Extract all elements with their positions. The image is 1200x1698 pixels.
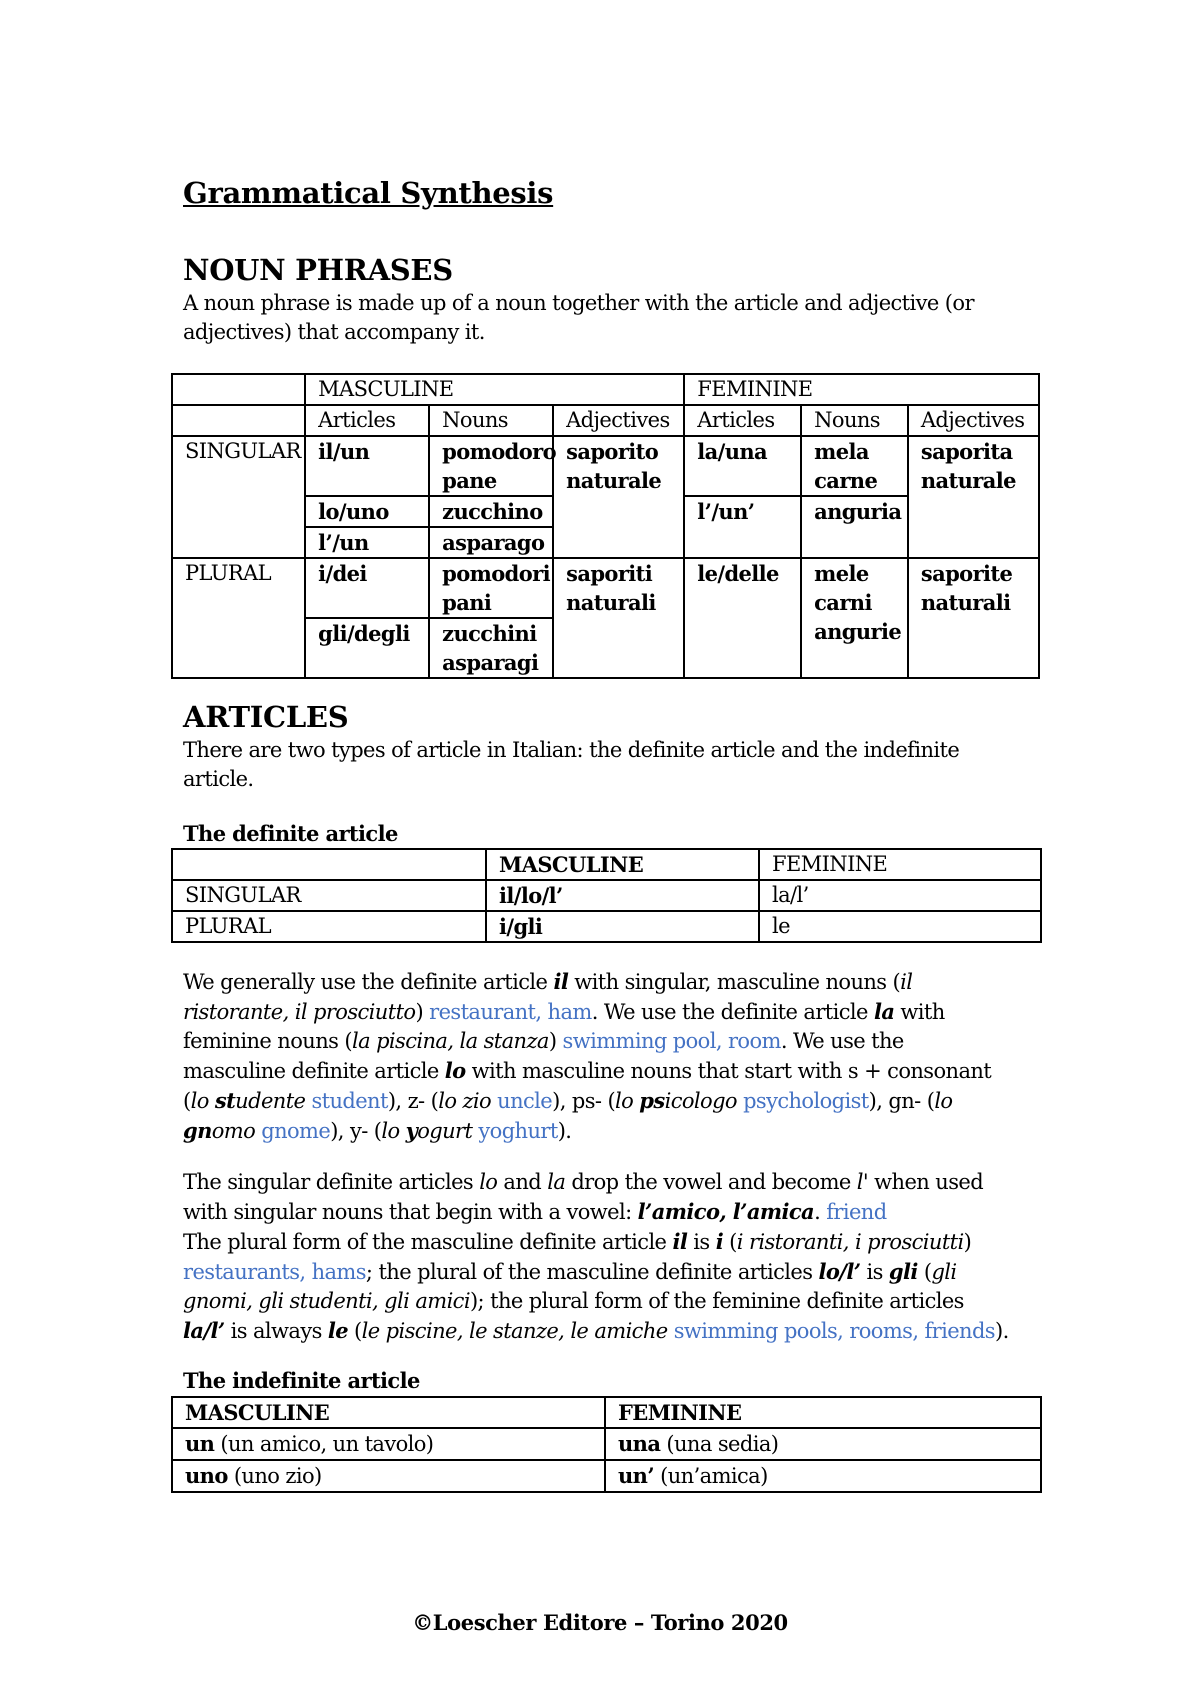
definite-article-subheading: The definite article	[183, 821, 398, 846]
feminine-header: FEMININE	[759, 849, 1041, 880]
masculine-header: MASCULINE	[172, 1397, 605, 1428]
noun-phrases-table	[171, 373, 1040, 679]
definite-pl-f: le	[759, 911, 1041, 942]
plural-label: PLURAL	[172, 911, 486, 942]
footer-copyright: ©Loescher Editore – Torino 2020	[412, 1610, 788, 1635]
adjectives-header: Adjectives	[553, 405, 684, 436]
adjectives-cell: saporiti naturali	[553, 558, 684, 678]
noun-phrases-heading: NOUN PHRASES	[183, 253, 453, 287]
nouns-cell: pomodori pani	[429, 558, 553, 618]
indefinite-m-row2: uno (uno zio)	[172, 1460, 605, 1492]
document-title: Grammatical Synthesis	[183, 176, 554, 210]
indefinite-f-row2: un’ (un’amica)	[605, 1460, 1041, 1492]
adjectives-cell: saporito naturale	[553, 436, 684, 558]
indefinite-f-row1: una (una sedia)	[605, 1428, 1041, 1460]
nouns-cell: mela carne	[801, 436, 908, 496]
plural-label: PLURAL	[172, 558, 305, 678]
singular-label: SINGULAR	[172, 880, 486, 911]
definite-pl-m: i/gli	[486, 911, 759, 942]
adjectives-cell: saporite naturali	[908, 558, 1039, 678]
feminine-header: FEMININE	[684, 374, 1039, 405]
indefinite-m-row1: un (un amico, un tavolo)	[172, 1428, 605, 1460]
indefinite-article-table	[171, 1396, 1042, 1493]
definite-article-table	[171, 848, 1042, 943]
article-cell: i/dei	[305, 558, 429, 618]
article-cell: la/una	[684, 436, 801, 496]
singular-label: SINGULAR	[172, 436, 305, 558]
definite-article-usage-paragraph: We generally use the definite article il with singular, masculine nouns (il ristorante, il prosciutto) restaurant, ham. We use the definite article la with feminine nouns (la piscina, la stanza) swimming pool, room. We use the masculine definite article lo with masculine nouns that start with s + consonant (lo studente student), z- (lo zio uncle), ps- (lo psicologo psychologist), gn- (lo gnomo gnome), y- (lo yogurt yoghurt).	[183, 969, 992, 1143]
nouns-cell: mele carni angurie	[801, 558, 908, 678]
nouns-cell: asparago	[429, 527, 553, 558]
definite-sg-m: il/lo/l’	[486, 880, 759, 911]
article-cell: il/un	[305, 436, 429, 496]
noun-phrases-intro: A noun phrase is made up of a noun together with the article and adjective (or adjectives) that accompany it.	[183, 291, 974, 344]
article-cell: le/delle	[684, 558, 801, 678]
adjectives-header: Adjectives	[908, 405, 1039, 436]
nouns-cell: pomodoro pane	[429, 436, 553, 496]
articles-header: Articles	[305, 405, 429, 436]
empty-cell	[172, 849, 486, 880]
nouns-header: Nouns	[429, 405, 553, 436]
elision-plural-paragraph: The singular definite articles lo and la drop the vowel and become l' when used with singular nouns that begin with a vowel: l’amico, l’amica. friend The plural form of the masculine definite article il is i (i ristoranti, i prosciutti) restaurants, hams; the plural of the masculine definite articles lo/l’ is gli (gli gnomi, gli studenti, gli amici); the plural form of the feminine definite articles la/l’ is always le (le piscine, le stanze, le amiche swimming pools, rooms, friends).	[183, 1170, 1009, 1343]
articles-header: Articles	[684, 405, 801, 436]
article-cell: l’/un’	[684, 496, 801, 558]
article-cell: l’/un	[305, 527, 429, 558]
article-cell: lo/uno	[305, 496, 429, 527]
corner-cell	[172, 374, 305, 405]
feminine-header: FEMININE	[605, 1397, 1041, 1428]
indefinite-article-subheading: The indefinite article	[183, 1368, 420, 1393]
articles-heading: ARTICLES	[183, 700, 349, 734]
nouns-cell: zucchini asparagi	[429, 618, 553, 678]
articles-intro: There are two types of article in Italian: the definite article and the indefinite article.	[183, 738, 960, 791]
empty-cell	[172, 405, 305, 436]
nouns-cell: zucchino	[429, 496, 553, 527]
definite-sg-f: la/l’	[759, 880, 1041, 911]
article-cell: gli/degli	[305, 618, 429, 678]
masculine-header: MASCULINE	[305, 374, 684, 405]
masculine-header: MASCULINE	[486, 849, 759, 880]
nouns-header: Nouns	[801, 405, 908, 436]
adjectives-cell: saporita naturale	[908, 436, 1039, 558]
nouns-cell: anguria	[801, 496, 908, 558]
